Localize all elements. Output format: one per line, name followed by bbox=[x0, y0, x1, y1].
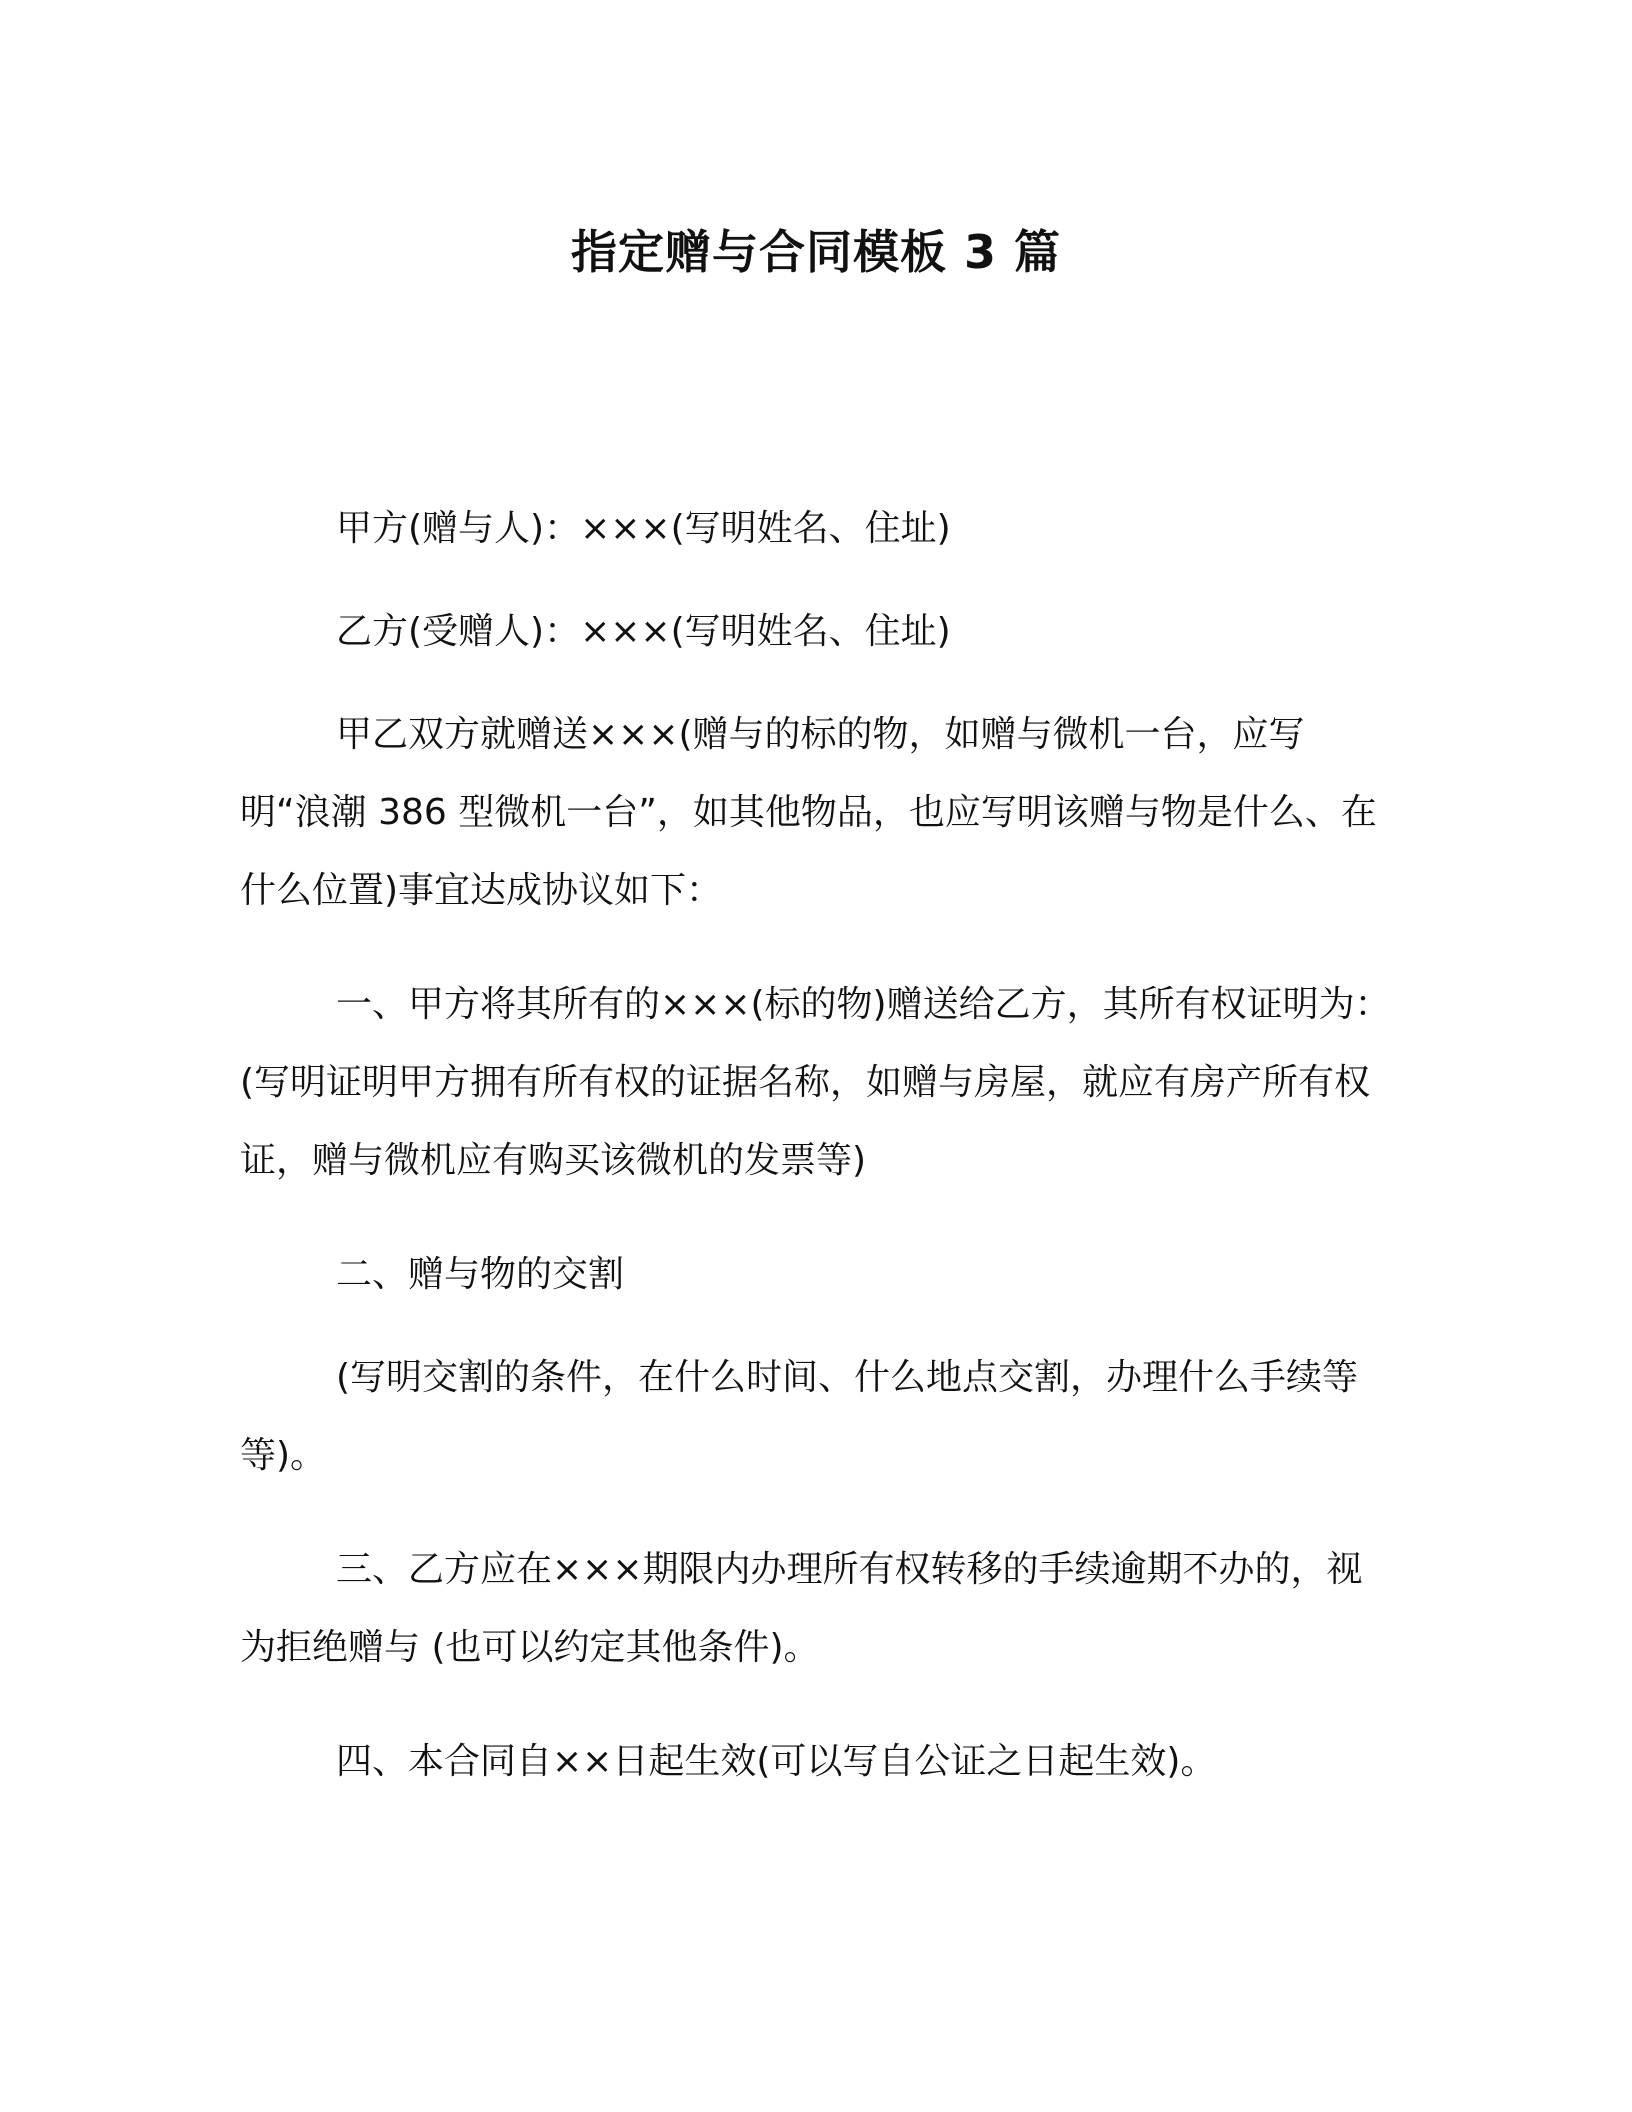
document-body bbox=[240, 490, 1392, 1826]
party-b-line: 乙方(受赠人)：×××(写明姓名、住址) bbox=[336, 611, 951, 652]
clause-2-heading: 二、赠与物的交割 bbox=[336, 1254, 625, 1295]
document-title: 指定赠与合同模板 3 篇 bbox=[570, 225, 1062, 279]
clause-1-paragraph: 一、甲方将其所有的×××(标的物)赠送给乙方，其所有权证明为：(写明证明甲方拥有所有权的证据名称，如赠与房屋，就应有房产所有权证，赠与微机应有购买该微机的发票等) bbox=[240, 984, 1391, 1181]
agreement-intro-paragraph: 甲乙双方就赠送×××(赠与的标的物，如赠与微机一台，应写明“浪潮 386 型微机一台”，如其他物品，也应写明该赠与物是什么、在什么位置)事宜达成协议如下： bbox=[240, 714, 1377, 911]
clause-3-paragraph: 三、乙方应在×××期限内办理所有权转移的手续逾期不办的，视为拒绝赠与 (也可以约定其他条件)。 bbox=[240, 1549, 1363, 1668]
party-a-line: 甲方(赠与人)：×××(写明姓名、住址) bbox=[336, 508, 951, 549]
clause-4-paragraph: 四、本合同自××日起生效(可以写自公证之日起生效)。 bbox=[336, 1741, 1217, 1782]
clause-2-detail-paragraph: (写明交割的条件，在什么时间、什么地点交割，办理什么手续等等)。 bbox=[240, 1357, 1359, 1476]
